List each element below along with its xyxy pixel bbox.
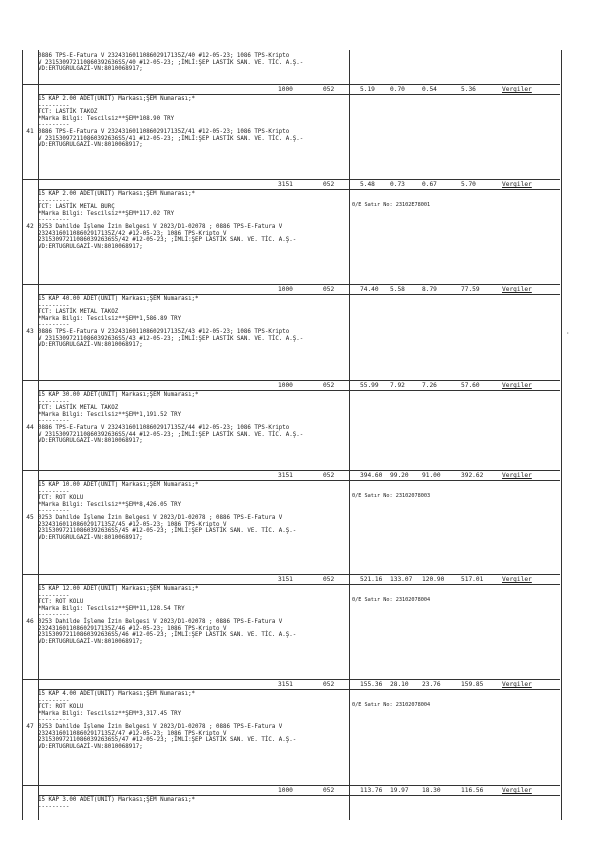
value-cell: 0.70	[390, 86, 405, 93]
value-cell: 120.90	[422, 576, 445, 583]
value-cell: 91.00	[422, 472, 441, 479]
value-cell: 521.16	[360, 576, 383, 583]
value-cell: 1000	[278, 86, 293, 93]
row-divider	[38, 94, 560, 95]
value-cell: 57.60	[461, 382, 480, 389]
value-cell: 3151	[278, 576, 293, 583]
value-cell: 7.26	[422, 382, 437, 389]
value-cell: 052	[323, 181, 335, 188]
value-cell: 0.73	[390, 181, 405, 188]
value-cell: 3151	[278, 181, 293, 188]
value-cell: 052	[323, 787, 335, 794]
row-divider	[38, 390, 560, 391]
value-cell: 1000	[278, 382, 293, 389]
value-cell: 19.97	[390, 787, 409, 794]
value-cell: 99.20	[390, 472, 409, 479]
row-note: 0/E Satır No: 23102078004	[352, 597, 431, 603]
value-cell: 052	[323, 86, 335, 93]
value-cell: 3151	[278, 472, 293, 479]
value-cell: 394.60	[360, 472, 383, 479]
row-description: 15 KAP 2.00 ADET(UNIT) Markası;ŞEM Numarası;* --------- TCT: LASTİK METAL BURÇ *Marka Bilgi: Tescilsiz**ŞEM*117.02 TRY --------- 0253 Dahilde İşleme İzin Belgesi V 2023/D1-02078 ; 0886 TPS-E-Fatura V 232431601108602917135Z/42 #12-05-23; 1086 TPS-Kripto V 231530972110860392636S5/42 #12-05-23; ;İMLİ:ŞEP LASTİK SAN. VE. TİC. A.Ş.- VD:ERTUGRULGAZİ-VN:8010068917;	[38, 191, 297, 250]
row-description: 15 KAP 12.00 ADET(UNIT) Markası;ŞEM Numarası;* --------- TCT: ROT KOLU *Marka Bilgi: Tescilsiz**ŞEM*11,128.54 TRY --------- 0253 Dahilde İşleme İzin Belgesi V 2023/D1-02078 ; 0886 TPS-E-Fatura V 232431601108602917135Z/46 #12-05-23; 1086 TPS-Kripto V 231530972110860392636S5/46 #12-05-23; ;İMLİ:ŞEP LASTİK SAN. VE. TİC. A.Ş.- VD:ERTUGRULGAZİ-VN:8010068917;	[38, 586, 297, 645]
value-cell: 1000	[278, 286, 293, 293]
row-number: 41	[26, 128, 34, 135]
value-cell: 392.62	[461, 472, 484, 479]
row-divider	[38, 795, 560, 796]
value-cell: 18.30	[422, 787, 441, 794]
taxes-link[interactable]: Vergiler	[502, 286, 532, 293]
row-number: 43	[26, 328, 34, 335]
value-cell: 116.56	[461, 787, 484, 794]
top-continuation-text: 0886 TPS-E-Fatura V 232431601108602917135Z/40 #12-05-23; 1086 TPS-Kripto V 231530972110860392636S5/40 #12-05-23; ;İMLİ:ŞEP LASTİK SAN. VE. TİC. A.Ş.- VD:ERTUGRULGAZİ-VN:8010068917;	[38, 53, 304, 73]
row-description: 15 KAP 40.00 ADET(UNIT) Markası;ŞEM Numarası;* --------- TCT: LASTİK METAL TAKOZ *Marka Bilgi: Tescilsiz**ŞEM*1,586.89 TRY --------- 0886 TPS-E-Fatura V 232431601108602917135Z/43 #12-05-23; 1086 TPS-Kripto V 231530972110860392636S5/43 #12-05-23; ;İMLİ:ŞEP LASTİK SAN. VE. TİC. A.Ş.- VD:ERTUGRULGAZİ-VN:8010068917;	[38, 296, 304, 349]
row-note: 0/E Satır No: 23102078004	[352, 702, 431, 708]
row-values	[260, 180, 560, 189]
taxes-link[interactable]: Vergiler	[502, 681, 532, 688]
taxes-link[interactable]: Vergiler	[502, 181, 532, 188]
row-description: 15 KAP 3.00 ADET(UNIT) Markası;ŞEM Numarası;* ---------	[38, 797, 196, 810]
row-description: 15 KAP 2.00 ADET(UNIT) Markası;ŞEM Numarası;* --------- TCT: LASTİK TAKOZ *Marka Bilgi: Tescilsiz**ŞEM*108.90 TRY --------- 0886 TPS-E-Fatura V 232431601108602917135Z/41 #12-05-23; 1086 TPS-Kripto V 231530972110860392636S5/41 #12-05-23; ;İMLİ:ŞEP LASTİK SAN. VE. TİC. A.Ş.- VD:ERTUGRULGAZİ-VN:8010068917;	[38, 96, 304, 149]
value-cell: 052	[323, 286, 335, 293]
row-values	[260, 285, 560, 294]
row-note: 0/E Satır No: 23102078003	[352, 493, 431, 499]
row-number: 46	[26, 618, 34, 625]
value-cell: 5.48	[360, 181, 375, 188]
row-description: 15 KAP 10.00 ADET(UNIT) Markası;ŞEM Numarası;* --------- TCT: ROT KOLU *Marka Bilgi: Tescilsiz**ŞEM*8,426.05 TRY --------- 0253 Dahilde İşleme İzin Belgesi V 2023/D1-02078 ; 0886 TPS-E-Fatura V 232431601108602917135Z/45 #12-05-23; 1086 TPS-Kripto V 231530972110860392636S5/45 #12-05-23; ;İMLİ:ŞEP LASTİK SAN. VE. TİC. A.Ş.- VD:ERTUGRULGAZİ-VN:8010068917;	[38, 482, 297, 541]
row-values	[260, 471, 560, 480]
value-cell: 23.76	[422, 681, 441, 688]
row-number: 47	[26, 723, 34, 730]
row-values	[260, 786, 560, 795]
row-description: 15 KAP 4.00 ADET(UNIT) Markası;ŞEM Numarası;* --------- TCT: ROT KOLU *Marka Bilgi: Tescilsiz**ŞEM*3,317.45 TRY --------- 0253 Dahilde İşleme İzin Belgesi V 2023/D1-02078 ; 0886 TPS-E-Fatura V 232431601108602917135Z/47 #12-05-23; 1086 TPS-Kripto V 231530972110860392636S5/47 #12-05-23; ;İMLİ:ŞEP LASTİK SAN. VE. TİC. A.Ş.- VD:ERTUGRULGAZİ-VN:8010068917;	[38, 691, 297, 750]
value-cell: 0.54	[422, 86, 437, 93]
taxes-link[interactable]: Vergiler	[502, 576, 532, 583]
value-cell: 5.36	[461, 86, 476, 93]
value-cell: 0.67	[422, 181, 437, 188]
row-note: 0/E Satır No: 23102E78001	[352, 202, 431, 208]
row-number: 44	[26, 424, 34, 431]
value-cell: 5.58	[390, 286, 405, 293]
value-cell: 7.92	[390, 382, 405, 389]
value-cell: 052	[323, 576, 335, 583]
row-number: 45	[26, 514, 34, 521]
value-cell: 113.76	[360, 787, 383, 794]
row-divider	[38, 689, 560, 690]
row-divider	[38, 584, 560, 585]
value-cell: 052	[323, 472, 335, 479]
row-divider	[38, 294, 560, 295]
row-values	[260, 680, 560, 689]
row-divider	[38, 189, 560, 190]
taxes-link[interactable]: Vergiler	[502, 86, 532, 93]
value-cell: 3151	[278, 681, 293, 688]
value-cell: 1000	[278, 787, 293, 794]
value-cell: 5.70	[461, 181, 476, 188]
row-values	[260, 381, 560, 390]
row-number: 42	[26, 223, 34, 230]
value-cell: 159.85	[461, 681, 484, 688]
value-cell: 517.01	[461, 576, 484, 583]
value-cell: 5.19	[360, 86, 375, 93]
value-cell: 55.99	[360, 382, 379, 389]
row-values	[260, 85, 560, 94]
value-cell: 133.07	[390, 576, 413, 583]
value-cell: 052	[323, 382, 335, 389]
value-cell: 052	[323, 681, 335, 688]
side-mark: ·	[566, 330, 570, 337]
taxes-link[interactable]: Vergiler	[502, 787, 532, 794]
value-cell: 77.59	[461, 286, 480, 293]
value-cell: 155.36	[360, 681, 383, 688]
taxes-link[interactable]: Vergiler	[502, 382, 532, 389]
value-cell: 8.79	[422, 286, 437, 293]
row-values	[260, 575, 560, 584]
row-divider	[38, 480, 560, 481]
taxes-link[interactable]: Vergiler	[502, 472, 532, 479]
value-cell: 28.10	[390, 681, 409, 688]
row-description: 15 KAP 30.00 ADET(UNIT) Markası;ŞEM Numarası;* --------- TCT: LASTİK METAL TAKOZ *Marka Bilgi: Tescilsiz**ŞEM*1,191.52 TRY --------- 0886 TPS-E-Fatura V 232431601108602917135Z/44 #12-05-23; 1086 TPS-Kripto V 231530972110860392636S5/44 #12-05-23; ;İMLİ:ŞEP LASTİK SAN. VE. TİC. A.Ş.- VD:ERTUGRULGAZİ-VN:8010068917;	[38, 392, 304, 445]
value-cell: 74.40	[360, 286, 379, 293]
